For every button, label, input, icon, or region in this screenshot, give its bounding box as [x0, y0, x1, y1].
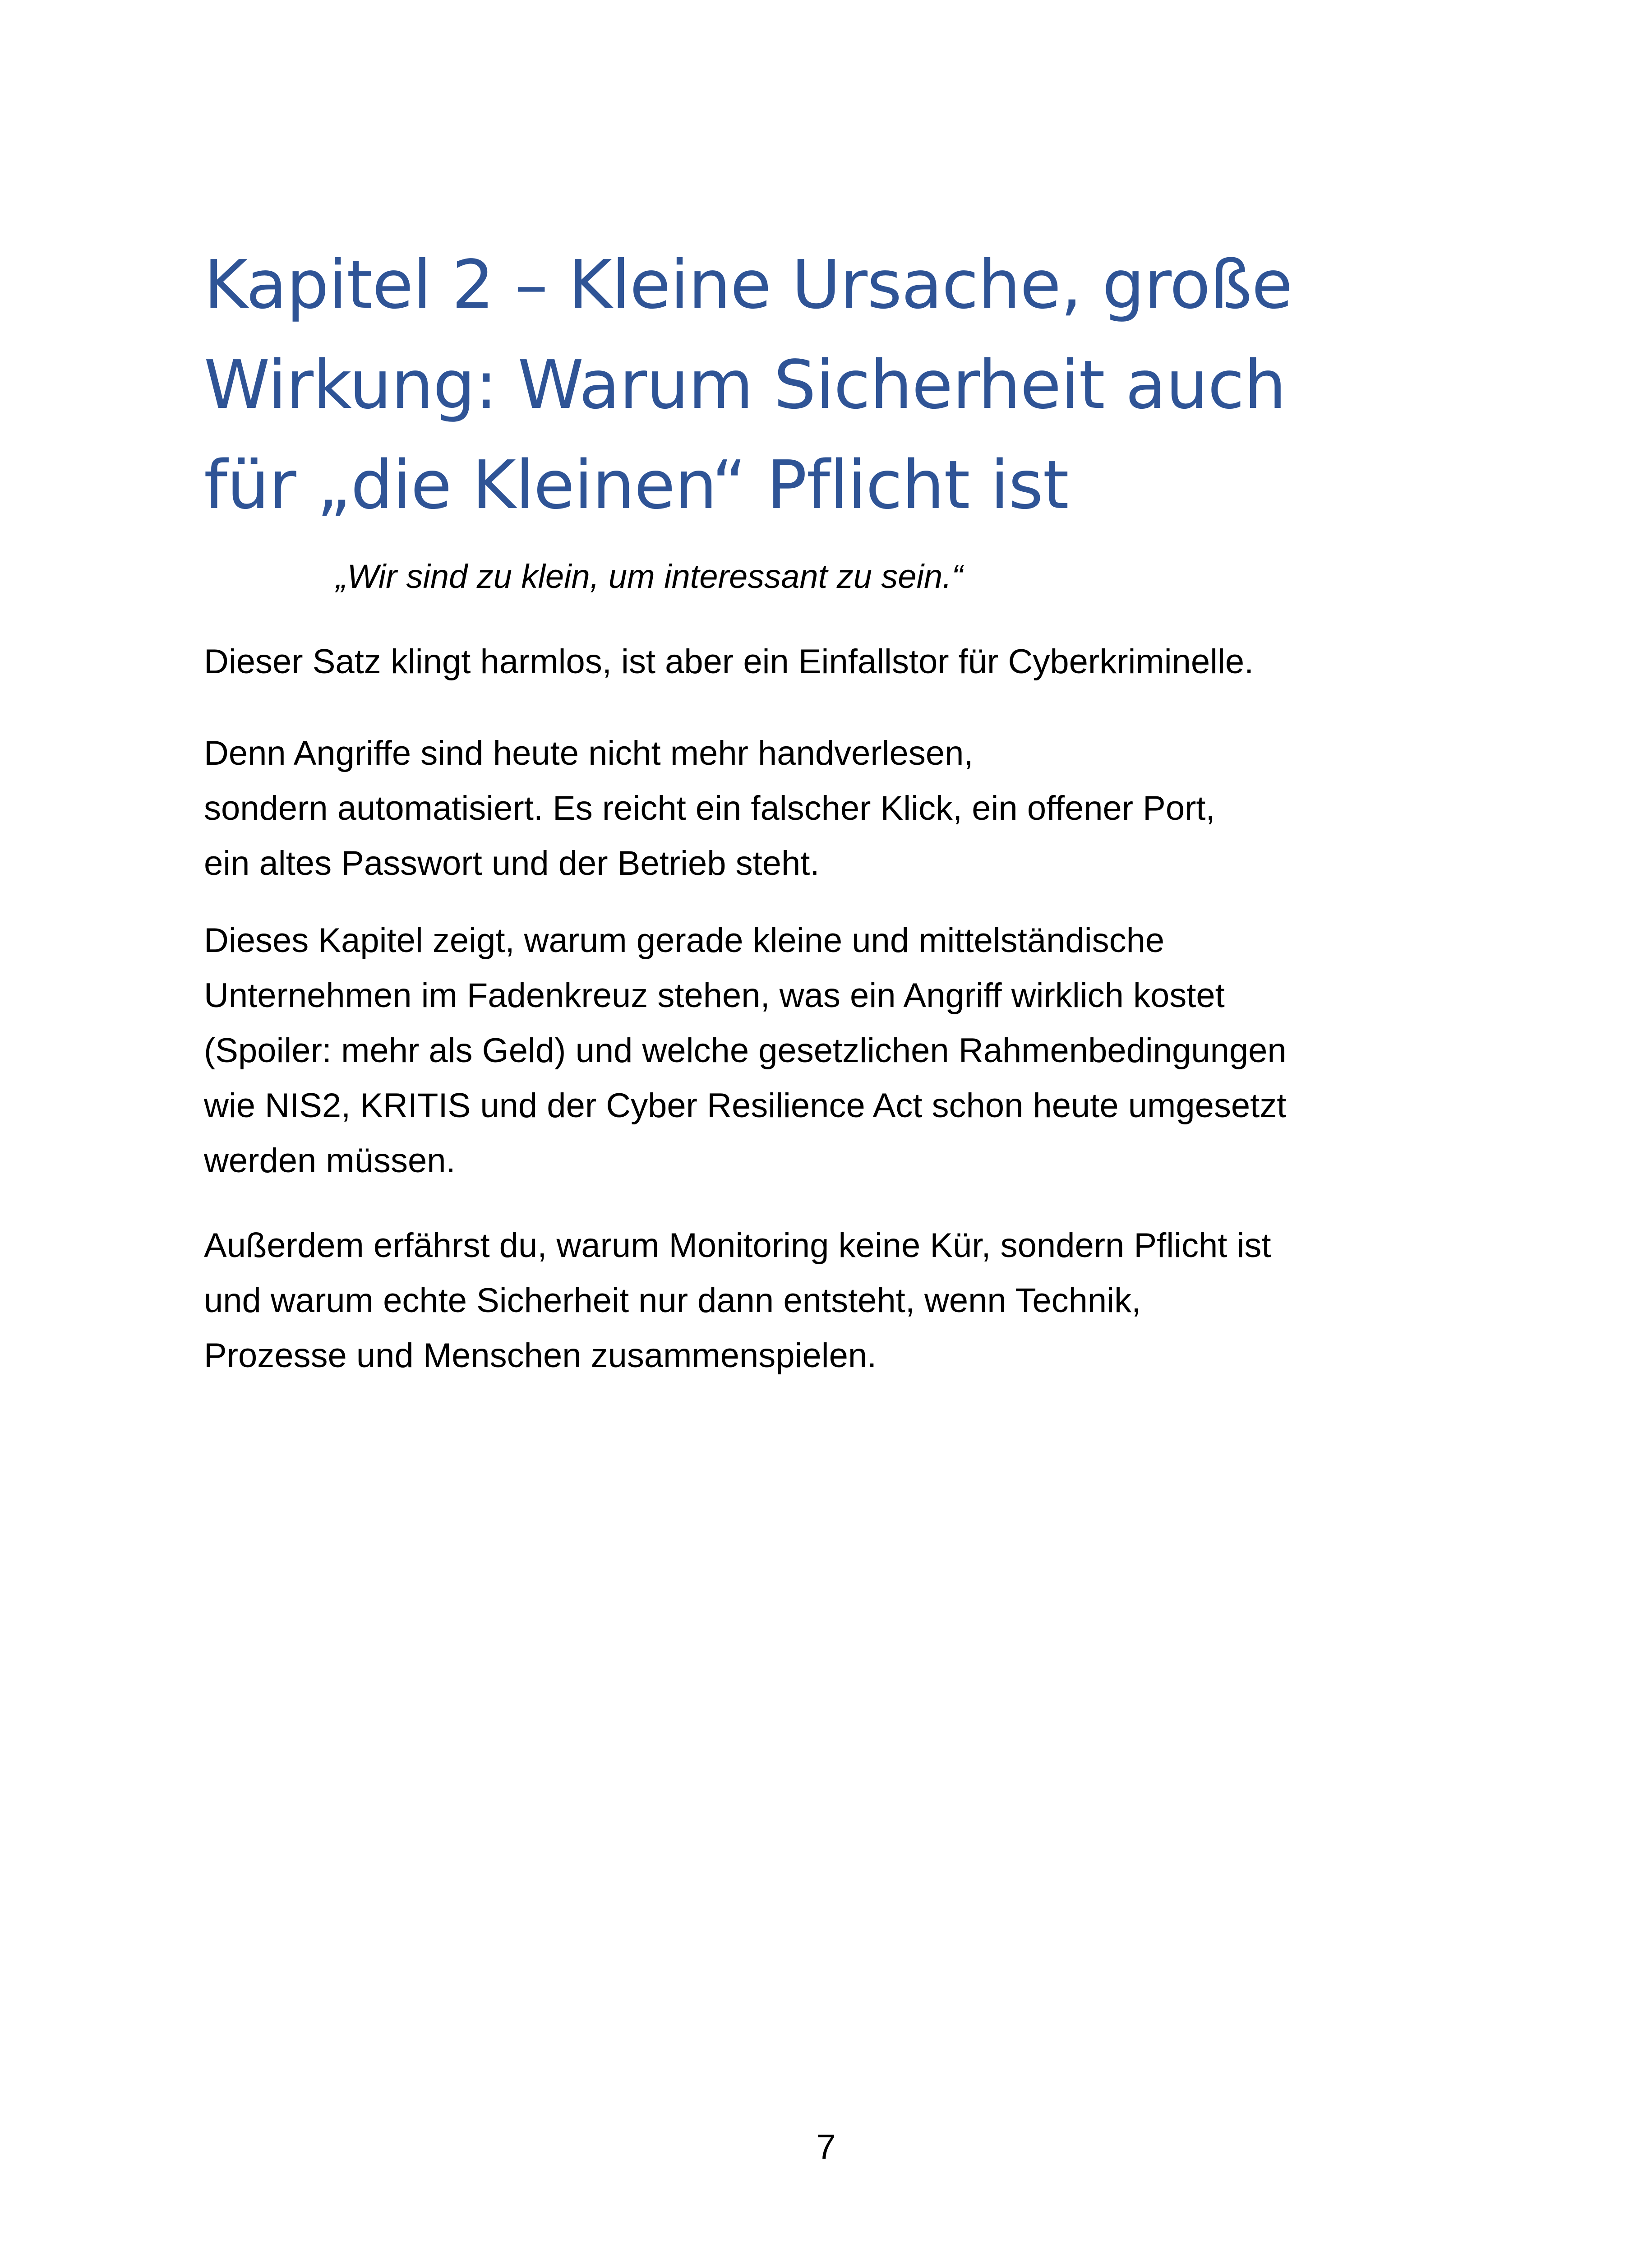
- chapter-heading-line: für „die Kleinen“ Pflicht ist: [204, 446, 1069, 524]
- chapter-heading: [204, 235, 1512, 535]
- body-paragraph-2: [204, 726, 1215, 891]
- body-paragraph-3: [204, 913, 1287, 1188]
- paragraph-line: werden müssen.: [204, 1142, 456, 1180]
- paragraph-line: Dieser Satz klingt harmlos, ist aber ein Einfallstor für Cyberkriminelle.: [204, 643, 1254, 681]
- paragraph-line: ein altes Passwort und der Betrieb steht.: [204, 844, 820, 883]
- paragraph-line: (Spoiler: mehr als Geld) und welche gesetzlichen Rahmenbedingungen: [204, 1031, 1287, 1070]
- page-number: 7: [816, 2127, 836, 2167]
- chapter-epigraph-quote: „Wir sind zu klein, um interessant zu sein.“: [336, 558, 963, 595]
- paragraph-line: Außerdem erfährst du, warum Monitoring keine Kür, sondern Pflicht ist: [204, 1226, 1271, 1265]
- paragraph-line: Unternehmen im Fadenkreuz stehen, was ein Angriff wirklich kostet: [204, 976, 1225, 1015]
- chapter-heading-line: Kapitel 2 – Kleine Ursache, große: [204, 246, 1292, 324]
- paragraph-line: sondern automatisiert. Es reicht ein falscher Klick, ein offener Port,: [204, 789, 1215, 828]
- paragraph-line: wie NIS2, KRITIS und der Cyber Resilience Act schon heute umgesetzt: [204, 1086, 1287, 1125]
- paragraph-line: Prozesse und Menschen zusammenspielen.: [204, 1336, 877, 1375]
- body-paragraph-1: [204, 634, 1254, 689]
- chapter-heading-line: Wirkung: Warum Sicherheit auch: [204, 346, 1286, 424]
- paragraph-line: Denn Angriffe sind heute nicht mehr handverlesen,: [204, 734, 974, 772]
- paragraph-line: und warum echte Sicherheit nur dann entsteht, wenn Technik,: [204, 1281, 1141, 1320]
- body-paragraph-4: [204, 1218, 1271, 1383]
- paragraph-line: Dieses Kapitel zeigt, warum gerade kleine und mittelständische: [204, 921, 1165, 960]
